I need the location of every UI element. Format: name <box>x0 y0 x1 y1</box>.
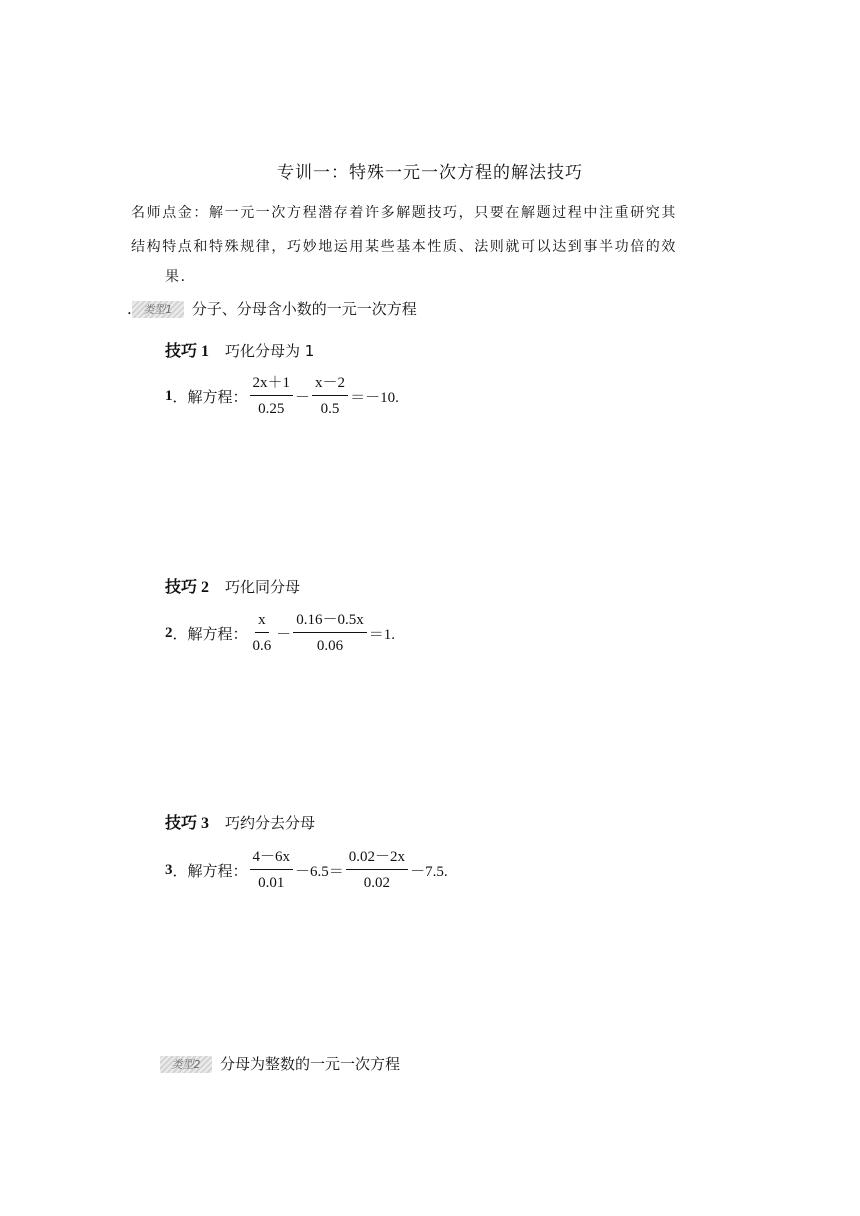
fraction-denominator: 0.5 <box>320 401 340 417</box>
type1-badge: 类型1 <box>132 301 184 318</box>
tip-3 <box>165 810 315 833</box>
tip-1 <box>165 338 314 361</box>
problem-1 <box>165 374 399 418</box>
intro-line-1: 名师点金：解一元一次方程潜存着许多解题技巧，只要在解题过程中注重研究其 <box>131 205 677 221</box>
page-title: 专训一：特殊一元一次方程的解法技巧 <box>277 163 583 183</box>
type1-heading: 分子、分母含小数的一元一次方程 <box>191 300 417 318</box>
problem-3-number: 3 <box>165 861 173 878</box>
type2-badge: 类型2 <box>160 1056 212 1073</box>
fraction-numerator: x <box>255 611 269 633</box>
problem-2-number: 2 <box>165 624 173 641</box>
tip-3-label: 技巧 3 <box>165 815 210 832</box>
fraction-denominator: 0.25 <box>258 401 285 417</box>
equation-tail: －7.5. <box>410 863 448 880</box>
tip-3-text: 巧约分去分母 <box>225 814 316 832</box>
problem-1-prompt: ．解方程： <box>172 387 248 406</box>
fraction-denominator: 0.02 <box>363 875 391 891</box>
fraction-denominator: 0.01 <box>258 875 285 891</box>
problem-1-fraction-2 <box>312 374 348 418</box>
problem-3-fraction-1 <box>250 848 294 892</box>
problem-1-fraction-1 <box>250 374 294 418</box>
fraction-numerator: 0.16－0.5x <box>293 611 367 633</box>
equation-tail: ＝－10. <box>350 389 399 406</box>
equation-tail: ＝1. <box>368 626 396 643</box>
intro-line-3: 果． <box>165 269 197 285</box>
problem-1-number: 1 <box>165 387 173 404</box>
fraction-numerator: x－2 <box>312 374 348 396</box>
problem-3 <box>165 848 448 892</box>
minus-operator: － <box>295 389 311 406</box>
intro-line-2: 结构特点和特殊规律，巧妙地运用某些基本性质、法则就可以达到事半功倍的效 <box>131 239 677 255</box>
problem-2 <box>165 611 395 655</box>
tip-2 <box>165 574 300 597</box>
fraction-numerator: 0.02－2x <box>346 848 408 870</box>
tip-1-text: 巧化分母为 1 <box>225 342 315 360</box>
type2-heading: 分母为整数的一元一次方程 <box>220 1055 401 1073</box>
fraction-numerator: 2x＋1 <box>250 374 294 396</box>
equation-middle: －6.5＝ <box>295 863 344 880</box>
problem-3-fraction-2 <box>346 848 408 892</box>
tip-2-label: 技巧 2 <box>165 579 210 596</box>
fraction-numerator: 4－6x <box>250 848 294 870</box>
problem-2-fraction-2 <box>293 611 367 655</box>
fraction-denominator: 0.06 <box>316 638 344 654</box>
type1-dot: . <box>127 300 132 318</box>
tip-1-label: 技巧 1 <box>165 343 210 360</box>
type2-header <box>160 1053 400 1074</box>
fraction-denominator: 0.6 <box>252 638 272 654</box>
problem-2-fraction-1 <box>250 611 275 655</box>
type1-header <box>127 298 417 319</box>
problem-2-prompt: ．解方程： <box>172 624 248 643</box>
problem-3-prompt: ．解方程： <box>172 861 248 880</box>
tip-2-text: 巧化同分母 <box>225 578 301 596</box>
minus-operator: － <box>276 626 292 643</box>
